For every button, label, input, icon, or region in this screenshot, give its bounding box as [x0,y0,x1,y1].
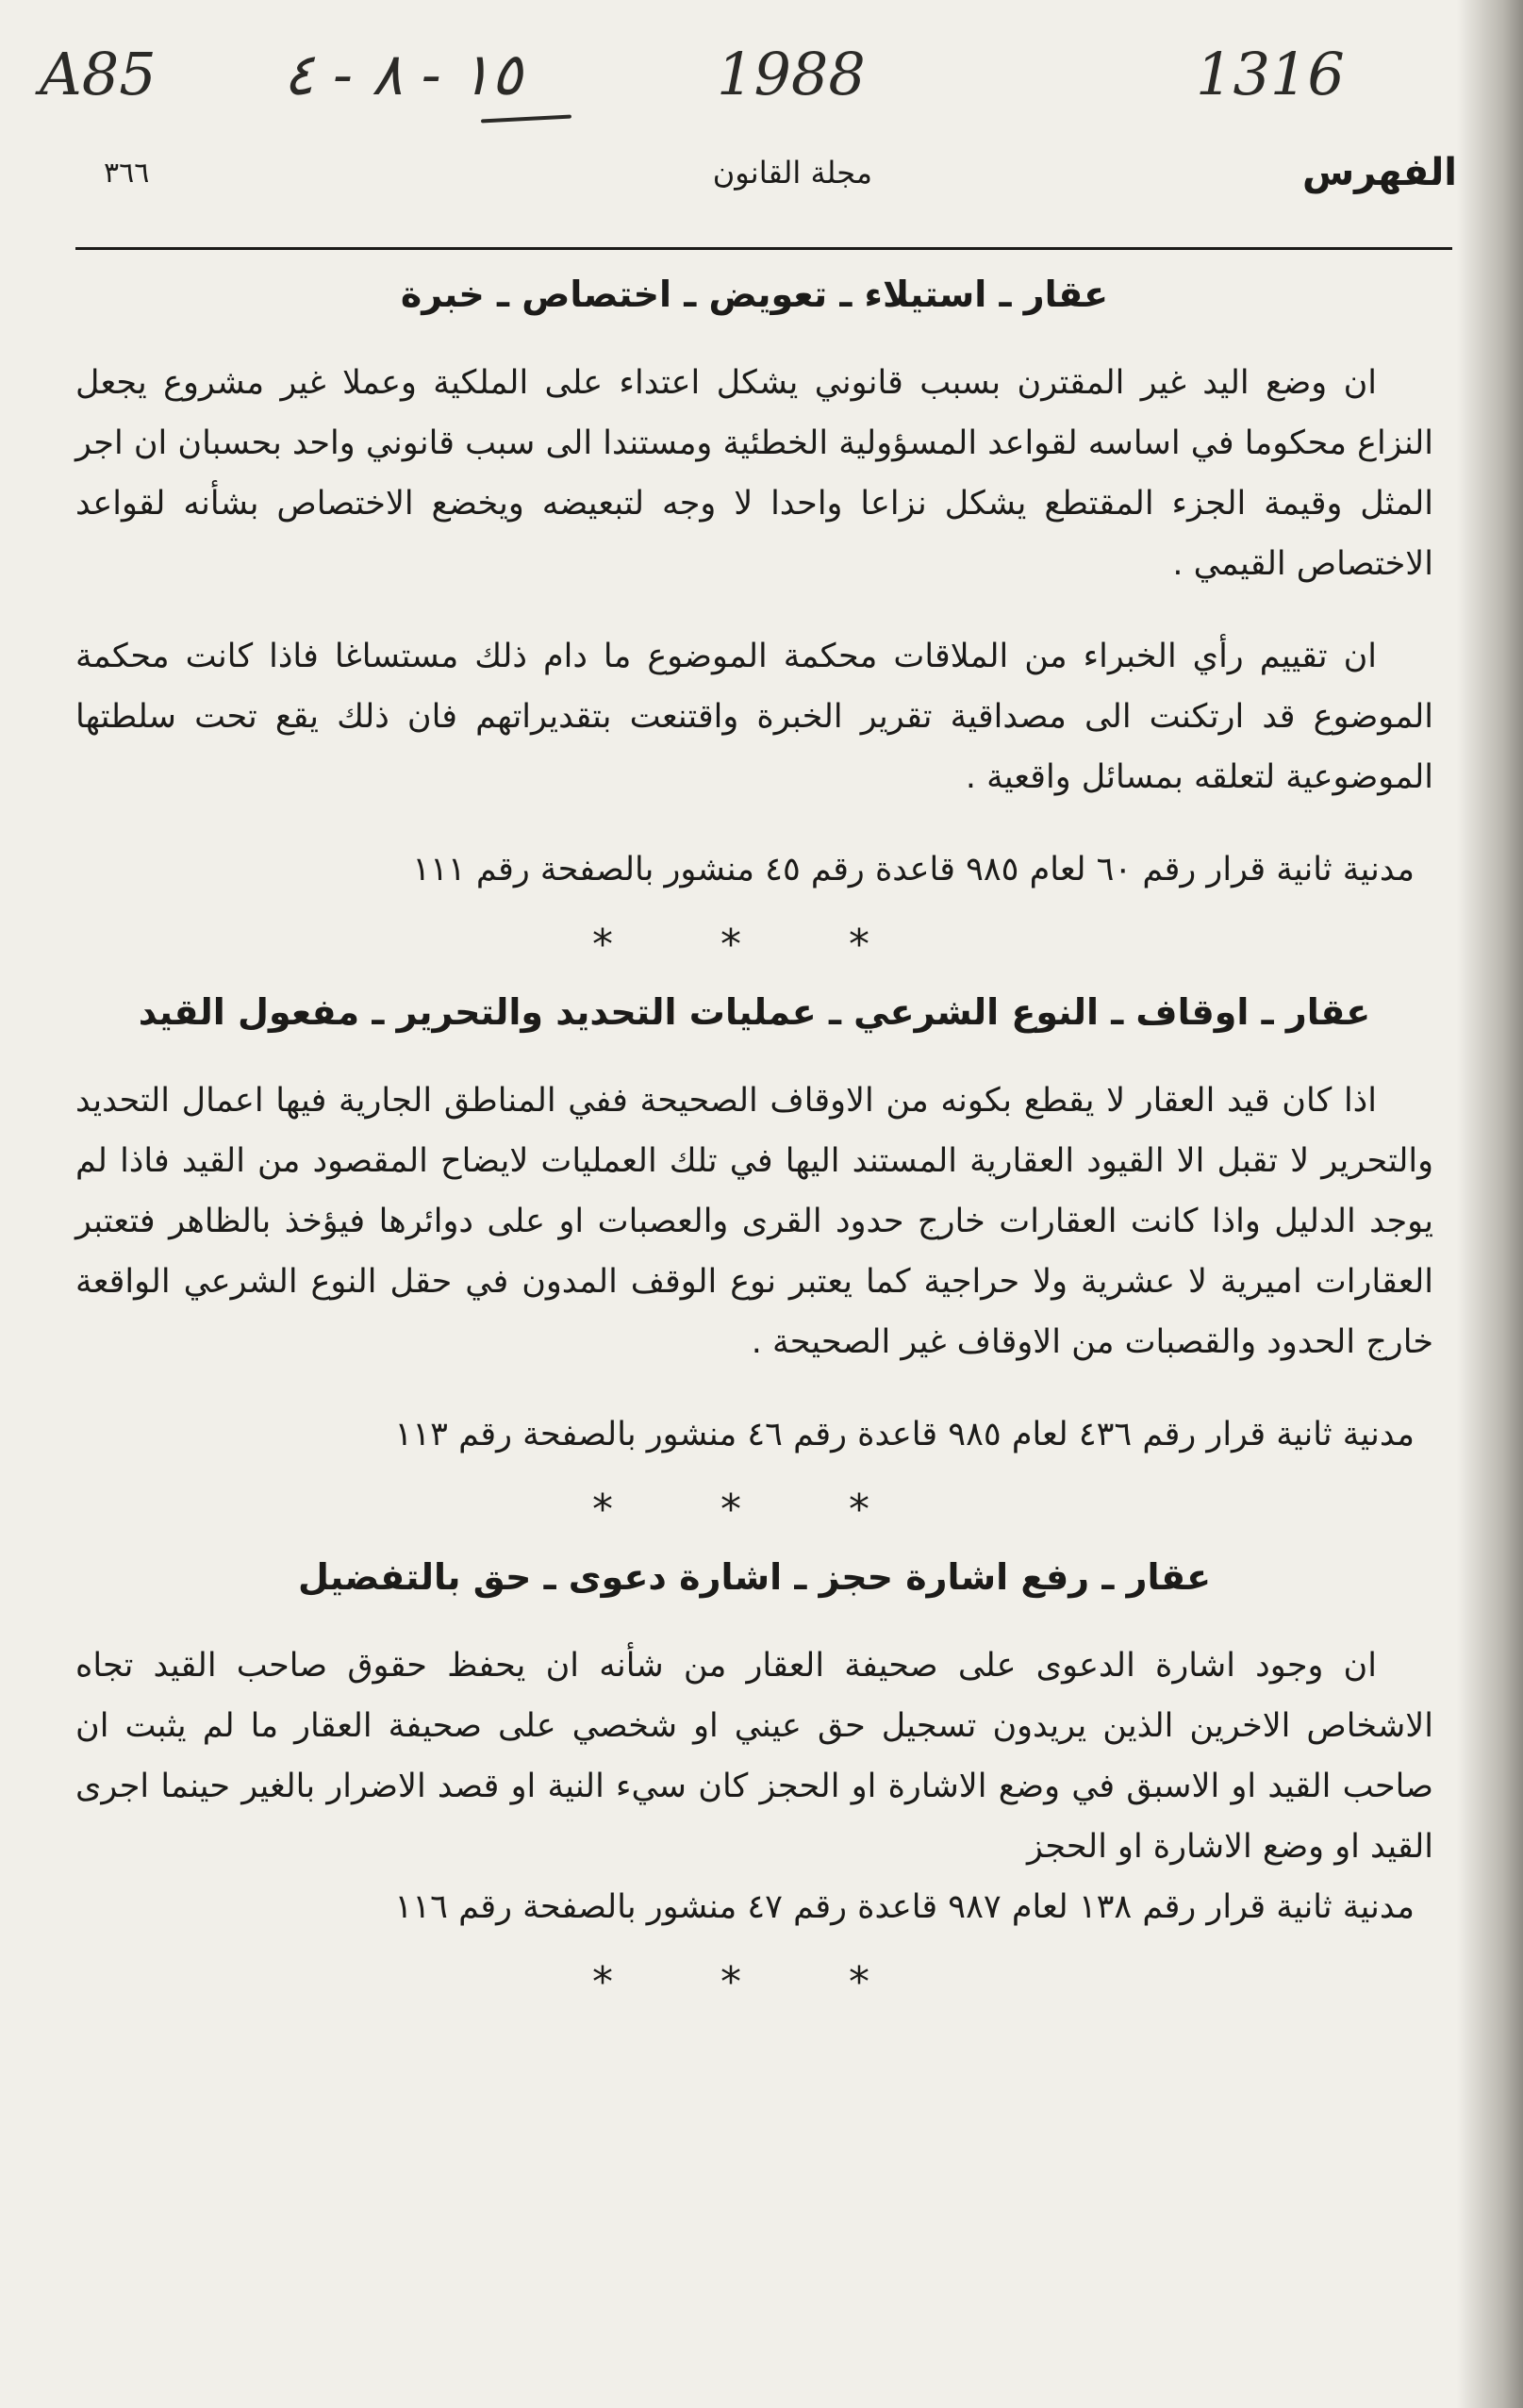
separator-stars: * * * [592,1958,917,2006]
index-entry [75,1556,1433,1937]
index-entry [75,274,1433,900]
header-rule [75,247,1452,250]
entry-title: عقار ـ استيلاء ـ تعويض ـ اختصاص ـ خبرة [400,274,1109,315]
index-title: الفهرس [1301,151,1457,194]
handwritten-number: 1316 [1196,40,1345,108]
page-content [75,274,1433,2029]
handwritten-date: ١٥ - ٨ - ٤ [283,40,522,108]
entry-paragraph: اذا كان قيد العقار لا يقطع بكونه من الاوقاف الصحيحة ففي المناطق الجارية فيها اعمال التحديد والتحرير لا تقبل الا القيود العقارية المستند اليها في تلك العمليات لايضاح المقصود من القيد فاذا لم يوجد الدليل واذا كانت العقارات خارج حدود القرى والعصبات او على دوائرها فيؤخذ بالظاهر فتعتبر العقارات اميرية لا عشرية ولا حراجية كما يعتبر نوع الوقف المدون في حقل النوع الشرعي الواقعة خارج الحدود والقصبات من الاوقاف غير الصحيحة . [75,1082,1433,1361]
journal-name: مجلة القانون [712,155,872,191]
page-header [90,149,1457,215]
separator-stars: * * * [592,1486,917,1534]
entry-title: عقار ـ اوقاف ـ النوع الشرعي ـ عمليات التحديد والتحرير ـ مفعول القيد [138,991,1371,1033]
page-number: ٣٦٦ [104,157,150,190]
handwritten-code: A85 [40,40,157,108]
handwritten-year: 1988 [717,40,866,108]
entry-citation: مدنية ثانية قرار رقم ٤٣٦ لعام ٩٨٥ قاعدة رقم ٤٦ منشور بالصفحة رقم ١١٣ [394,1416,1415,1453]
entry-title: عقار ـ رفع اشارة حجز ـ اشارة دعوى ـ حق بالتفضيل [297,1556,1212,1598]
separator-stars: * * * [592,921,917,969]
entry-citation: مدنية ثانية قرار رقم ٦٠ لعام ٩٨٥ قاعدة رقم ٤٥ منشور بالصفحة رقم ١١١ [412,851,1415,888]
entry-paragraph: ان وضع اليد غير المقترن بسبب قانوني يشكل اعتداء على الملكية وعملا غير مشروع يجعل النزاع محكوما في اساسه لقواعد المسؤولية الخطئية ومستندا الى سبب قانوني واحد بحسبان ان اجر المثل وقيمة الجزء المقتطع يشكل نزاعا واحدا لا وجه لتبعيضه ويخضع الاختصاص بشأنه لقواعد الاختصاص القيمي . [75,364,1433,583]
handwritten-underline [481,114,571,123]
page-edge-shadow [1457,0,1523,2408]
entry-citation: مدنية ثانية قرار رقم ١٣٨ لعام ٩٨٧ قاعدة رقم ٤٧ منشور بالصفحة رقم ١١٦ [394,1888,1415,1926]
entry-paragraph: ان وجود اشارة الدعوى على صحيفة العقار من شأنه ان يحفظ حقوق صاحب القيد تجاه الاشخاص الاخرين الذين يريدون تسجيل حق عيني او شخصي على صحيفة العقار ما لم يثبت ان صاحب القيد او الاسبق في وضع الاشارة او الحجز كان سيء النية او قصد الاضرار بالغير حينما اجرى القيد او وضع الاشارة او الحجز [75,1647,1433,1866]
index-entry [75,991,1433,1465]
entry-paragraph: ان تقييم رأي الخبراء من الملاقات محكمة الموضوع ما دام ذلك مستساغا فاذا كانت محكمة الموضوع قد ارتكنت الى مصداقية تقرير الخبرة واقتنعت بتقديراتهم فان ذلك يقع تحت سلطتها الموضوعية لتعلقه بمسائل واقعية . [75,638,1433,796]
